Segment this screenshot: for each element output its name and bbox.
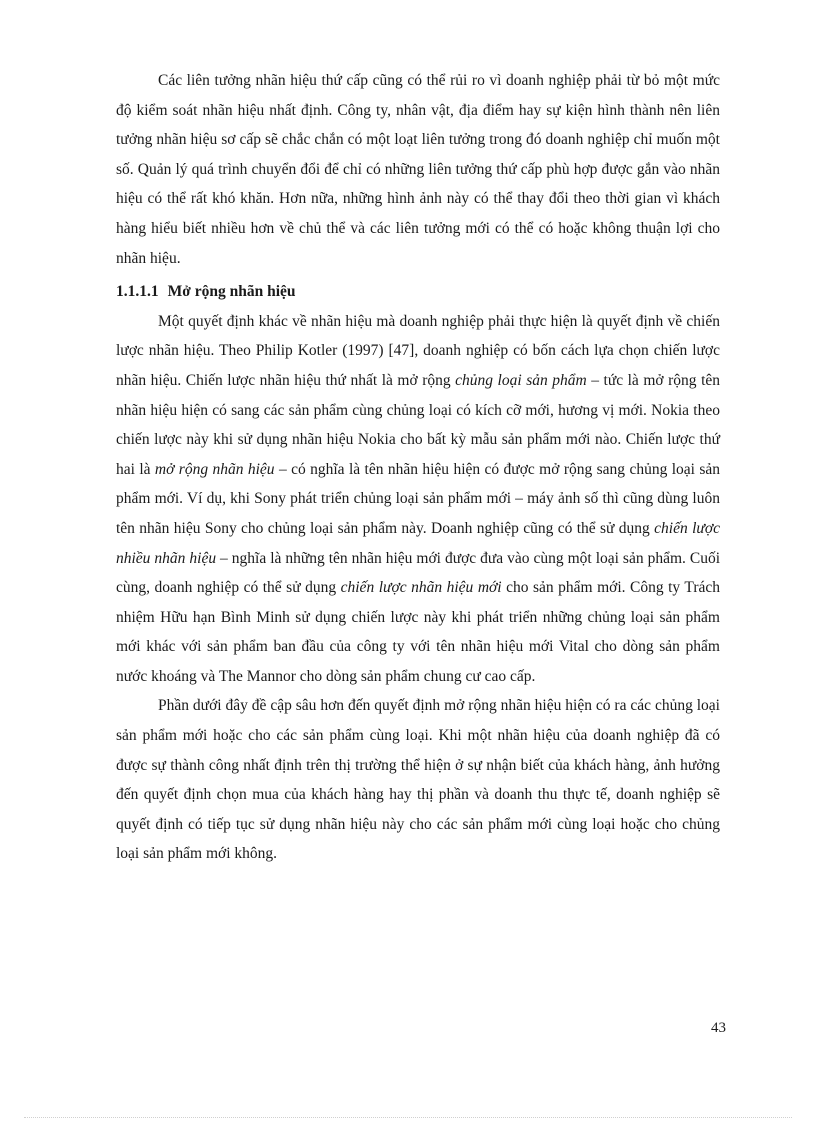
paragraph-secondary-associations: Các liên tưởng nhãn hiệu thứ cấp cũng có thể rủi ro vì doanh nghiệp phải từ bỏ một mức độ kiểm soát nhãn hiệu nhất định. Công ty, nhân vật, địa điểm hay sự kiện hình thành nên liên tưởng nhãn hiệu sơ cấp sẽ chắc chắn có một loạt liên tưởng trong đó doanh nghiệp chỉ muốn một số. Quản lý quá trình chuyển đổi để chỉ có những liên tưởng thứ cấp phù hợp được gắn vào nhãn hiệu có thể rất khó khăn. Hơn nữa, những hình ảnh này có thể thay đổi theo thời gian vì khách hàng hiểu biết nhiều hơn về chủ thể và các liên tưởng mới có thể có hoặc không thuận lợi cho nhãn hiệu. — [116, 72, 720, 267]
italic-term-new-brand: chiến lược nhãn hiệu mới — [340, 579, 502, 597]
document-page — [116, 66, 720, 869]
text-run: – nghĩa là những tên nhãn hiệu mới được đưa vào cùng một loại sản phẩm. Cuối cùng, doanh nghiệp có thể sử dụng — [116, 549, 720, 597]
page-bottom-divider — [24, 1117, 792, 1118]
paragraph-brand-strategy — [116, 307, 720, 692]
page-number: 43 — [711, 1020, 726, 1036]
section-title: Mở rộng nhãn hiệu — [167, 283, 296, 301]
text-run: cho sản phẩm mới. Công ty Trách nhiệm Hữu hạn Bình Minh sử dụng chiến lược này khi phát triển những chủng loại sản phẩm mới khác với sản phẩm ban đầu của công ty với tên nhãn hiệu mới Vital cho dòng sản phẩm nước khoáng và The Mannor cho dòng sản phẩm chung cư cao cấp. — [116, 579, 721, 685]
italic-term-multibrand: chiến lược nhiều nhãn hiệu — [116, 519, 721, 567]
text-run: Một quyết định khác về nhãn hiệu mà doanh nghiệp phải thực hiện là quyết định về chiến lược nhãn hiệu. Theo Philip Kotler (1997) [47], doanh nghiệp có bốn cách lựa chọn chiến lược nhãn hiệu. Chiến lược nhãn hiệu thứ nhất là mở rộng — [116, 312, 720, 389]
text-run: – có nghĩa là tên nhãn hiệu hiện có được mở rộng sang chủng loại sản phẩm mới. Ví dụ, khi Sony phát triển chủng loại sản phẩm mới – máy ảnh số thì cũng dùng luôn tên nhãn hiệu Sony cho chủng loại sản phẩm này. Doanh nghiệp cũng có thể sử dụng — [116, 460, 721, 537]
paragraph-extension-decision: Phần dưới đây đề cập sâu hơn đến quyết định mở rộng nhãn hiệu hiện có ra các chủng loại sản phẩm mới hoặc cho các sản phẩm cùng loại. Khi một nhãn hiệu của doanh nghiệp đã có được sự thành công nhất định trên thị trường thể hiện ở sự nhận biết của khách hàng, ảnh hưởng đến quyết định chọn mua của khách hàng hay thị phần và doanh thu thực tế, doanh nghiệp sẽ quyết định có tiếp tục sử dụng nhãn hiệu này cho các sản phẩm mới cùng loại hoặc cho chủng loại sản phẩm mới không. — [116, 697, 720, 863]
italic-term-brand-extension: mở rộng nhãn hiệu — [154, 460, 275, 478]
section-heading — [116, 277, 720, 307]
text-run: – tức là mở rộng tên nhãn hiệu hiện có sang các sản phẩm cùng chủng loại có kích cỡ mới, hương vị mới. Nokia theo chiến lược này khi sử dụng nhãn hiệu Nokia cho bất kỳ mẫu sản phẩm mới nào. Chiến lược thứ hai là — [116, 371, 721, 478]
italic-term-line-extension: chủng loại sản phẩm — [455, 371, 587, 389]
section-number: 1.1.1.1 — [116, 283, 159, 301]
